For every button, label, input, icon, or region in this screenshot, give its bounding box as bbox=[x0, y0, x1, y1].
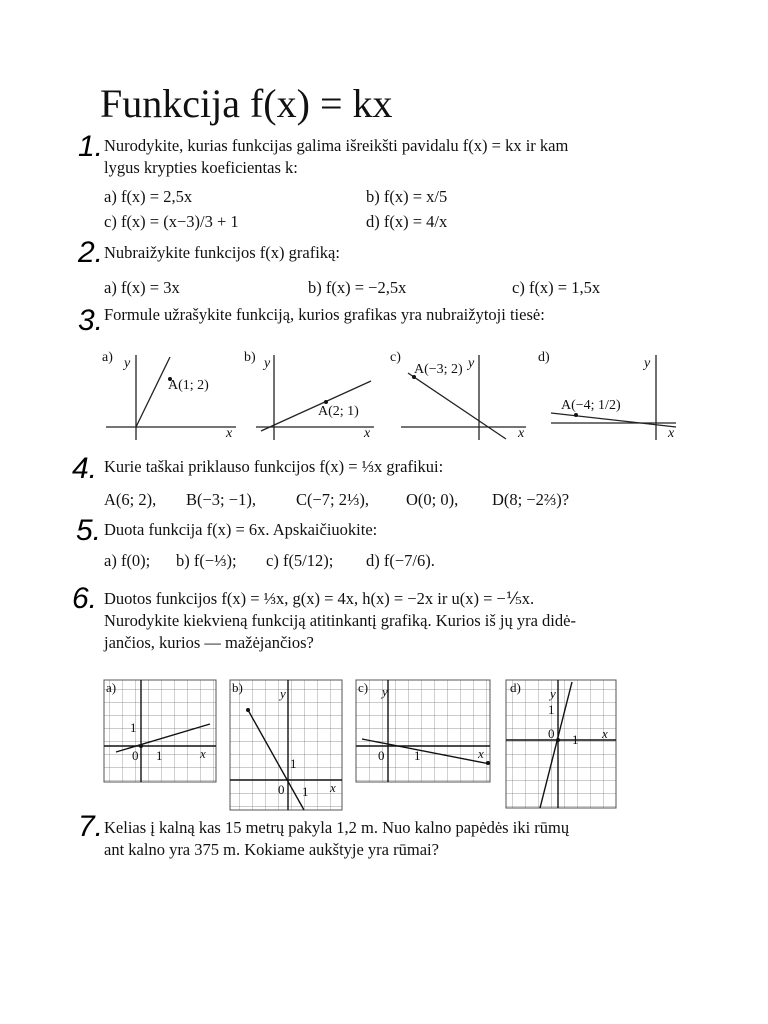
task3-graphs bbox=[96, 345, 686, 445]
task-number: 4. bbox=[72, 452, 98, 485]
svg-text:x: x bbox=[518, 426, 525, 441]
svg-text:y: y bbox=[550, 686, 556, 701]
svg-text:1: 1 bbox=[130, 720, 137, 735]
svg-text:0: 0 bbox=[378, 748, 385, 763]
task-text-line: ant kalno yra 375 m. Kokiame aukštyje yra rūmai? bbox=[104, 840, 439, 859]
svg-text:0: 0 bbox=[132, 748, 139, 763]
task-item: d) f(−7/6). bbox=[366, 551, 435, 570]
task-text-line: Nubraižykite funkcijos f(x) grafiką: bbox=[104, 243, 340, 262]
task-item: O(0; 0), bbox=[406, 490, 459, 509]
task-item: b) f(x) = x/5 bbox=[366, 187, 448, 206]
graph-label: b) bbox=[232, 680, 243, 695]
task-text-line: lygus krypties koeficientas k: bbox=[104, 158, 298, 177]
task-number: 2. bbox=[78, 236, 104, 269]
svg-text:y: y bbox=[264, 356, 271, 371]
task-text-line: jančios, kurios — mažėjančios? bbox=[104, 633, 314, 652]
svg-text:1: 1 bbox=[548, 702, 555, 717]
graph-label: c) bbox=[390, 350, 401, 365]
svg-text:x: x bbox=[602, 726, 608, 741]
graph-label: a) bbox=[102, 350, 113, 365]
page-title: Funkcija f(x) = kx bbox=[100, 81, 393, 126]
task-item: A(6; 2), bbox=[104, 490, 157, 509]
svg-text:1: 1 bbox=[572, 732, 579, 747]
task-item: c) f(x) = 1,5x bbox=[512, 278, 601, 297]
task-item: C(−7; 2⅓), bbox=[296, 490, 370, 509]
task-item: a) f(0); bbox=[104, 551, 151, 570]
point-label: A(2; 1) bbox=[318, 404, 359, 419]
svg-text:x: x bbox=[200, 746, 206, 761]
svg-text:x: x bbox=[668, 426, 675, 441]
svg-text:y: y bbox=[124, 356, 131, 371]
svg-text:x: x bbox=[226, 426, 233, 441]
task6-graphs bbox=[96, 676, 678, 812]
task-item: c) f(x) = (x−3)/3 + 1 bbox=[104, 212, 239, 231]
svg-text:x: x bbox=[364, 426, 371, 441]
svg-text:0: 0 bbox=[278, 782, 285, 797]
task-text-line: Nurodykite kiekvieną funkciją atitinkantį grafiką. Kurios iš jų yra didė- bbox=[104, 611, 576, 630]
point-label: A(−4; 1/2) bbox=[561, 398, 621, 413]
svg-text:x: x bbox=[478, 746, 484, 761]
svg-text:x: x bbox=[330, 780, 336, 795]
task-item: D(8; −2⅔)? bbox=[492, 490, 570, 509]
graph-label: c) bbox=[358, 680, 369, 695]
task-text-line: Duotos funkcijos f(x) = ⅓x, g(x) = 4x, h(x) = −2x ir u(x) = −⅕x. bbox=[104, 589, 535, 608]
task-text-line: Nurodykite, kurias funkcijas galima išreikšti pavidalu f(x) = kx ir kam bbox=[104, 136, 569, 155]
graph-label: d) bbox=[538, 350, 550, 365]
task-item: a) f(x) = 2,5x bbox=[104, 187, 193, 206]
svg-text:y: y bbox=[644, 356, 651, 371]
task-number: 3. bbox=[78, 304, 104, 337]
svg-text:y: y bbox=[468, 356, 475, 371]
point-label: A(1; 2) bbox=[168, 378, 209, 393]
task-number: 7. bbox=[78, 810, 104, 843]
task-number: 5. bbox=[76, 514, 102, 547]
task-item: b) f(x) = −2,5x bbox=[308, 278, 407, 297]
graph-label: d) bbox=[510, 680, 521, 695]
task-item: d) f(x) = 4/x bbox=[366, 212, 448, 231]
task-number: 6. bbox=[72, 582, 98, 615]
graph-label: b) bbox=[244, 350, 256, 365]
task-text-line: Formule užrašykite funkciją, kurios grafikas yra nubraižytoji tiesė: bbox=[104, 305, 545, 324]
task-text-line: Duota funkcija f(x) = 6x. Apskaičiuokite: bbox=[104, 520, 378, 539]
svg-text:1: 1 bbox=[156, 748, 163, 763]
svg-text:1: 1 bbox=[290, 756, 297, 771]
svg-text:1: 1 bbox=[302, 784, 309, 799]
point-label: A(−3; 2) bbox=[414, 362, 463, 377]
task-number: 1. bbox=[78, 130, 104, 163]
graph-label: a) bbox=[106, 680, 117, 695]
task-item: b) f(−⅓); bbox=[176, 551, 237, 570]
svg-text:y: y bbox=[382, 684, 388, 699]
task-text-line: Kurie taškai priklauso funkcijos f(x) = ⅓x grafikui: bbox=[104, 457, 444, 476]
task-item: a) f(x) = 3x bbox=[104, 278, 180, 297]
svg-text:0: 0 bbox=[548, 726, 555, 741]
task-item: B(−3; −1), bbox=[186, 490, 256, 509]
svg-text:y: y bbox=[280, 686, 286, 701]
task-text-line: Kelias į kalną kas 15 metrų pakyla 1,2 m. Nuo kalno papėdės iki rūmų bbox=[104, 818, 570, 837]
task-item: c) f(5/12); bbox=[266, 551, 334, 570]
svg-text:1: 1 bbox=[414, 748, 421, 763]
